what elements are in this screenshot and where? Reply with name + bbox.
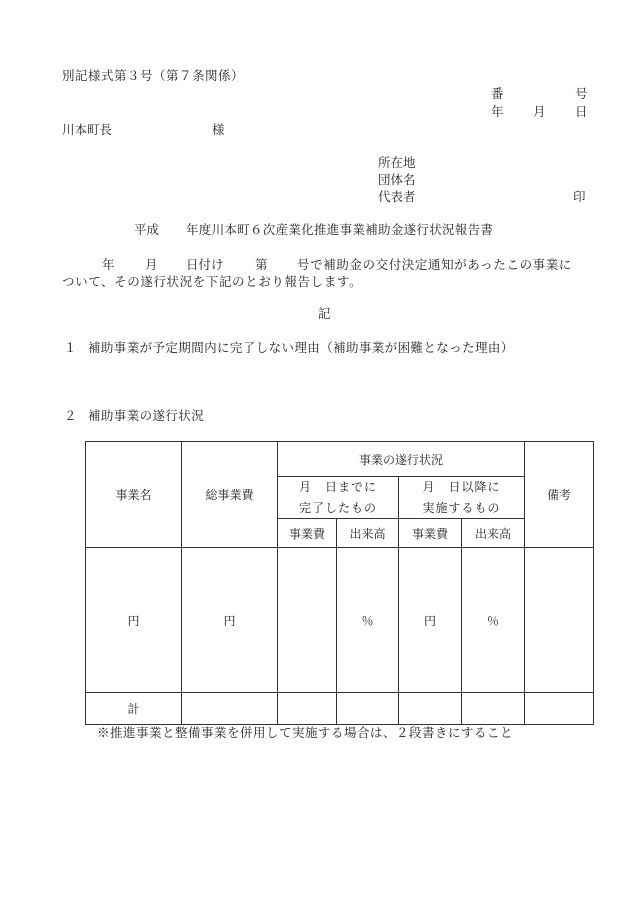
form-label: 別記様式第３号（第７条関係） <box>62 68 245 83</box>
footnote: ※推進事業と整備事業を併用して実施する場合は、２段書きにすること <box>97 725 514 740</box>
unit-percent: ％ <box>487 613 500 628</box>
body-dai: 第 <box>255 257 268 272</box>
header-completed-line2: 完了したもの <box>298 500 377 515</box>
body-line1: 号で補助金の交付決定通知があったこの事業に <box>297 257 572 272</box>
document-title: 年度川本町６次産業化推進事業補助金遂行状況報告書 <box>186 222 494 237</box>
header-remarks-text: 備考 <box>547 488 572 502</box>
unit-yen: 円 <box>127 613 140 628</box>
header-completed-line1: 月 日までに <box>298 480 377 495</box>
total-cost <box>182 693 278 725</box>
body-year: 年 <box>102 257 115 272</box>
section2-number: ２ <box>64 408 77 423</box>
header-total-cost <box>182 442 278 548</box>
subheader-progress-completed <box>337 519 399 548</box>
body-month: 月 <box>145 257 158 272</box>
header-execution-status <box>278 442 525 477</box>
header-remarks <box>525 442 594 548</box>
cell-total-cost <box>182 548 278 693</box>
header-completed <box>278 477 399 519</box>
date-day: 日 <box>575 104 588 119</box>
subheader-cost-completed <box>278 519 337 548</box>
total-remarks <box>525 693 594 725</box>
addressee-name: 川本町長 <box>62 122 113 137</box>
org-label: 団体名 <box>378 172 416 187</box>
subheader-cost-future <box>399 519 462 548</box>
subheader-cost-future-text: 事業費 <box>411 526 448 541</box>
header-future <box>399 477 525 519</box>
total-label-text: 計 <box>127 702 140 716</box>
body-line2: ついて、その遂行状況を下記のとおり報告します。 <box>62 274 363 289</box>
addressee-honorific: 様 <box>212 122 225 137</box>
unit-yen: 円 <box>223 613 236 628</box>
subheader-cost-completed-text: 事業費 <box>288 526 325 541</box>
body-dated: 日付け <box>186 257 224 272</box>
header-future-line2: 実施するもの <box>422 500 501 515</box>
subheader-progress-future-text: 出来高 <box>475 526 512 541</box>
date-year: 年 <box>491 104 504 119</box>
subheader-progress-completed-text: 出来高 <box>349 526 386 541</box>
total-cost-completed <box>278 693 337 725</box>
total-cost-future <box>399 693 462 725</box>
cell-progress-completed <box>337 548 399 693</box>
total-progress-completed <box>337 693 399 725</box>
header-project-name-text: 事業名 <box>115 488 152 502</box>
section1-number: １ <box>64 340 77 355</box>
number-go: 号 <box>575 86 588 101</box>
total-label <box>86 693 182 725</box>
status-table <box>85 441 594 725</box>
total-progress-future <box>462 693 525 725</box>
ki-marker: 記 <box>318 306 331 321</box>
seal-mark: 印 <box>573 189 586 204</box>
address-label: 所在地 <box>378 155 416 170</box>
cell-progress-future <box>462 548 525 693</box>
header-execution-status-text: 事業の遂行状況 <box>359 452 444 467</box>
header-future-line1: 月 日以降に <box>422 480 501 495</box>
unit-yen: 円 <box>423 613 436 628</box>
section2-heading: 補助事業の遂行状況 <box>88 408 205 423</box>
subheader-progress-future <box>462 519 525 548</box>
date-month: 月 <box>533 104 546 119</box>
number-ban: 番 <box>491 86 504 101</box>
cell-project-name <box>86 548 182 693</box>
representative-label: 代表者 <box>378 189 416 204</box>
cell-cost-future <box>399 548 462 693</box>
header-project-name <box>86 442 182 548</box>
unit-percent: ％ <box>361 613 374 628</box>
cell-remarks <box>525 548 594 693</box>
header-total-cost-text: 総事業費 <box>205 488 254 502</box>
cell-cost-completed <box>278 548 337 693</box>
section1-heading: 補助事業が予定期間内に完了しない理由（補助事業が困難となった理由） <box>88 340 514 355</box>
title-era: 平成 <box>134 222 160 237</box>
